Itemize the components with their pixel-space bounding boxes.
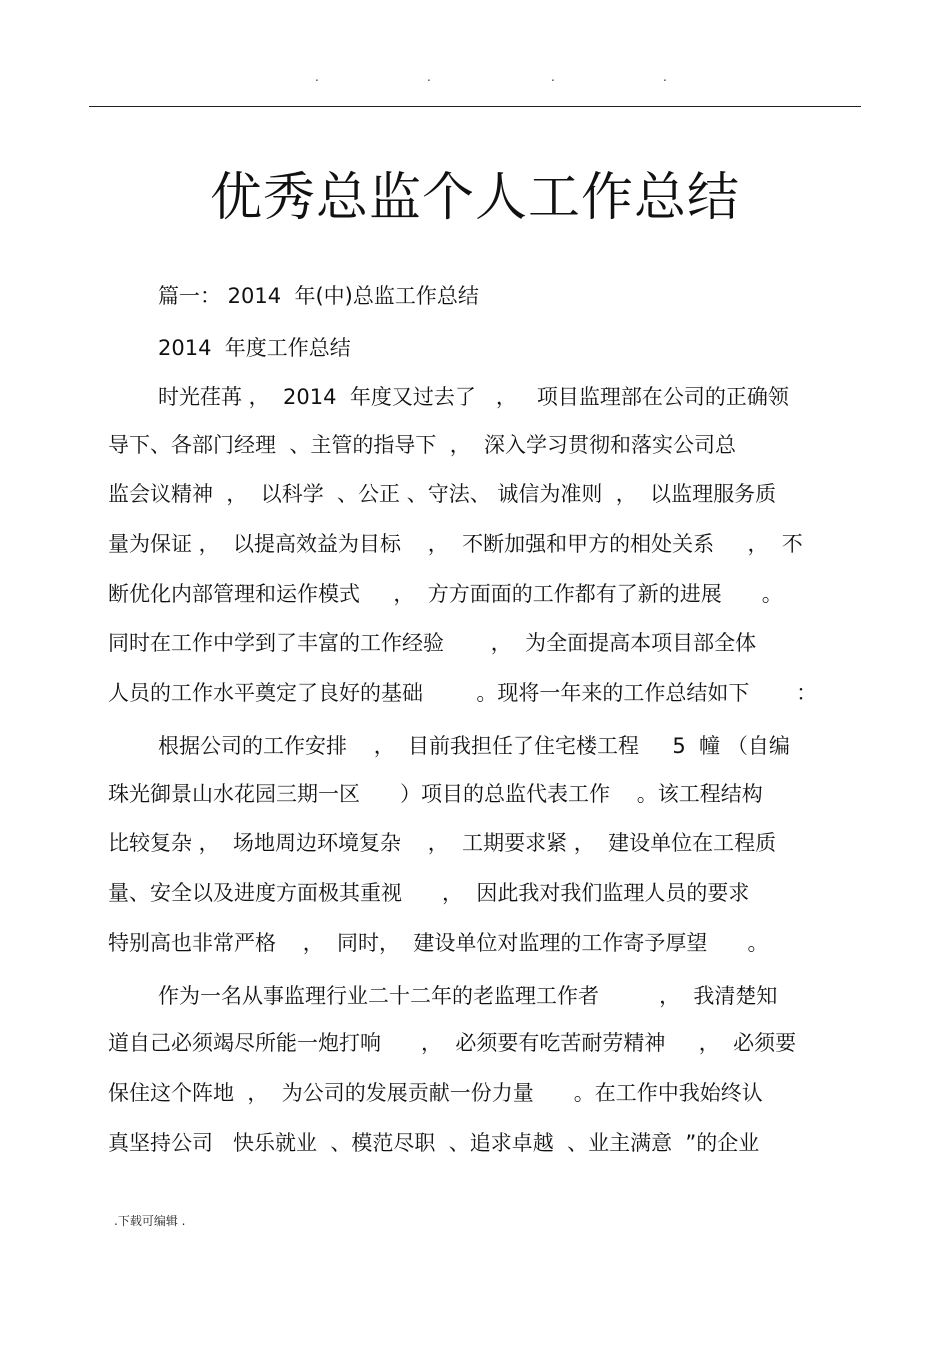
text-line: 2014 年度工作总结: [158, 336, 351, 360]
text-line: 量、安全以及进度方面极其重视 ， 因此我对我们监理人员的要求: [108, 881, 750, 905]
text-line: 篇一： 2014 年(中)总监工作总结: [158, 284, 479, 308]
text-line: 根据公司的工作安排 ， 目前我担任了住宅楼工程 5 幢 （自编: [158, 734, 790, 758]
text-line: 时光荏苒 ， 2014 年度又过去了 ， 项目监理部在公司的正确领: [158, 385, 789, 409]
text-line: 比较复杂 ， 场地周边环境复杂 ， 工期要求紧 ， 建设单位在工程质: [108, 831, 777, 855]
text-line: 特别高也非常严格 ， 同时， 建设单位对监理的工作寄予厚望 。: [108, 931, 769, 955]
text-line: 人员的工作水平奠定了良好的基础 。现将一年来的工作总结如下 ：: [108, 681, 818, 705]
document-title: 优秀总监个人工作总结: [209, 168, 740, 228]
text-line: 珠光御景山水花园三期一区 ）项目的总监代表工作 。该工程结构: [108, 782, 763, 806]
text-line: 同时在工作中学到了丰富的工作经验 ， 为全面提高本项目部全体: [108, 631, 757, 655]
header-dots: [0, 70, 950, 90]
text-line: 道自己必须竭尽所能一炮打响 ， 必须要有吃苦耐劳精神 ， 必须要: [108, 1031, 797, 1055]
text-line: 导下、各部门经理 、主管的指导下 ， 深入学习贯彻和落实公司总: [108, 433, 737, 457]
footer-text: .下载可编辑 .: [114, 1214, 186, 1228]
header-dot: .: [663, 70, 667, 84]
text-line: 保住这个阵地 ， 为公司的发展贡献一份力量 。在工作中我始终认: [108, 1081, 763, 1105]
header-dot: .: [427, 70, 431, 84]
text-line: 真坚持公司 快乐就业 、模范尽职 、追求卓越 、业主满意 ”的企业: [108, 1131, 760, 1155]
header-dot: .: [551, 70, 555, 84]
text-line: 作为一名从事监理行业二十二年的老监理工作者 ， 我清楚知: [158, 984, 778, 1008]
text-line: 监会议精神 ， 以科学 、公正 、守法、 诚信为准则 ， 以监理服务质: [108, 482, 777, 506]
text-line: 断优化内部管理和运作模式 ， 方方面面的工作都有了新的进展 。: [108, 582, 783, 606]
header-dot: .: [315, 70, 319, 84]
header-rule: [89, 106, 861, 107]
text-line: 量为保证 ， 以提高效益为目标 ， 不断加强和甲方的相处关系 ， 不: [108, 532, 803, 556]
